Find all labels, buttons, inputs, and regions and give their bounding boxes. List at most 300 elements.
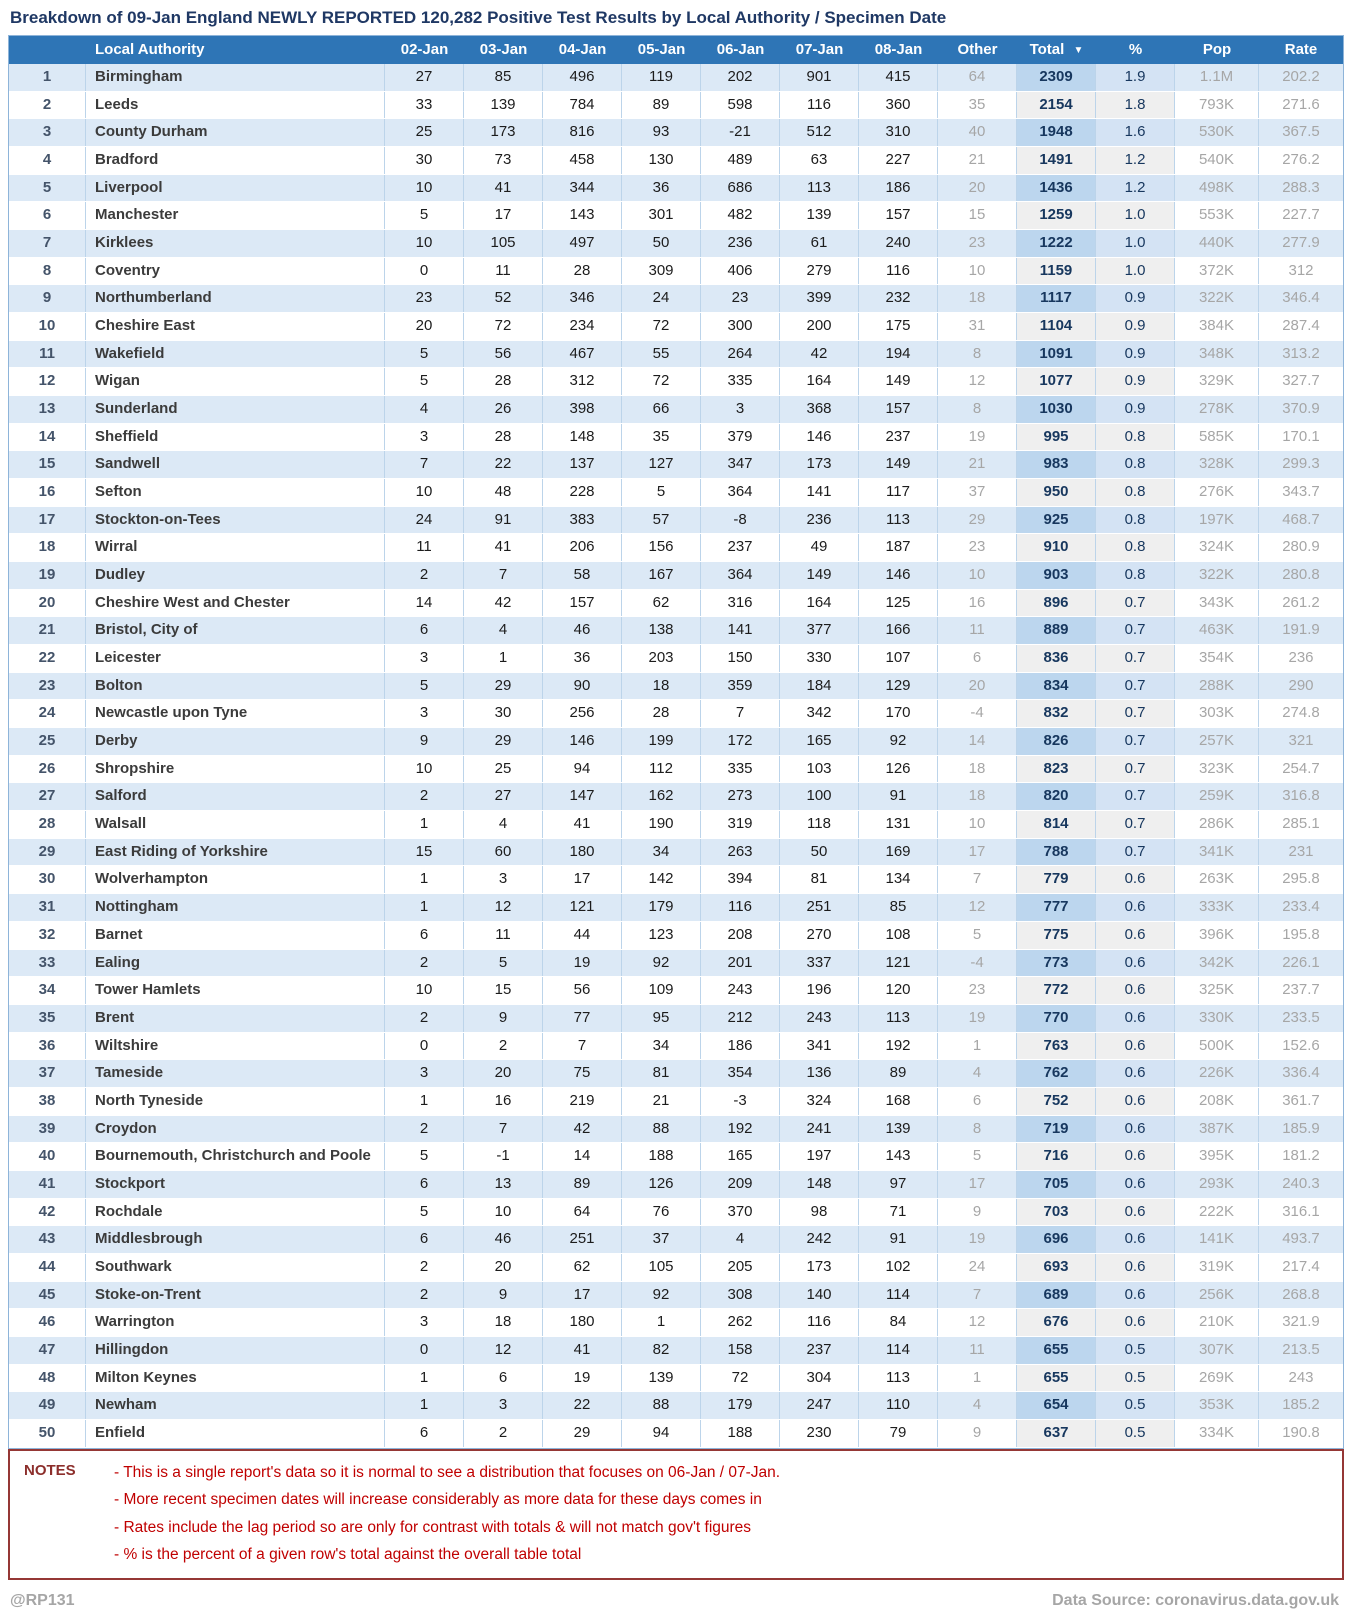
cell-day-0: 5 — [385, 202, 464, 229]
cell-local-authority: Middlesbrough — [86, 1226, 385, 1253]
cell-day-0: 6 — [385, 922, 464, 949]
cell-rate: 185.2 — [1282, 1396, 1320, 1414]
cell-other: 29 — [938, 507, 1017, 534]
table-row — [9, 258, 1343, 286]
cell-day-0: 6 — [385, 1420, 464, 1447]
cell-day-0: 5 — [385, 368, 464, 395]
cell-local-authority: Coventry — [86, 258, 385, 285]
table-row — [9, 92, 1343, 120]
cell-total: 1077 — [1017, 368, 1096, 395]
table-row — [9, 839, 1343, 867]
cell-other: 11 — [938, 617, 1017, 644]
cell-day-5: 279 — [780, 258, 859, 285]
cell-other: 14 — [938, 728, 1017, 755]
cell-day-4: 236 — [701, 230, 780, 257]
cell-other: 6 — [938, 645, 1017, 672]
cell-day-5: 164 — [780, 368, 859, 395]
cell-total: 925 — [1017, 507, 1096, 534]
cell-day-0: 2 — [385, 562, 464, 589]
cell-day-4: 212 — [701, 1005, 780, 1032]
cell-day-1: 41 — [464, 175, 543, 202]
cell-rank: 22 — [9, 645, 86, 672]
cell-day-1: 72 — [464, 313, 543, 340]
cell-day-1: 3 — [464, 866, 543, 893]
cell-total: 1222 — [1017, 230, 1096, 257]
cell-rate: 233.4 — [1282, 898, 1320, 916]
cell-day-0: 2 — [385, 1005, 464, 1032]
cell-day-5: 512 — [780, 119, 859, 146]
cell-day-0: 1 — [385, 866, 464, 893]
cell-day-6: 168 — [859, 1088, 938, 1115]
table-row — [9, 811, 1343, 839]
cell-day-2: 228 — [543, 479, 622, 506]
cell-day-2: 64 — [543, 1199, 622, 1226]
cell-rate: 213.5 — [1282, 1340, 1320, 1358]
cell-total: 716 — [1017, 1143, 1096, 1170]
cell-day-5: 113 — [780, 175, 859, 202]
cell-total: 1259 — [1017, 202, 1096, 229]
table-row — [9, 617, 1343, 645]
cell-day-0: 3 — [385, 1309, 464, 1336]
cell-rank: 13 — [9, 396, 86, 423]
cell-rate: 299.3 — [1282, 455, 1320, 473]
cell-day-4: 263 — [701, 839, 780, 866]
cell-other: 18 — [938, 285, 1017, 312]
cell-day-1: 25 — [464, 756, 543, 783]
cell-day-5: 164 — [780, 590, 859, 617]
cell-day-2: 28 — [543, 258, 622, 285]
cell-day-3: 301 — [622, 202, 701, 229]
cell-day-2: 58 — [543, 562, 622, 589]
cell-other: 18 — [938, 756, 1017, 783]
cell-total: 779 — [1017, 866, 1096, 893]
cell-day-5: 103 — [780, 756, 859, 783]
cell-pop: 257K — [1175, 728, 1259, 755]
cell-rate: 343.7 — [1282, 483, 1320, 501]
cell-day-5: 304 — [780, 1365, 859, 1392]
cell-other: 35 — [938, 92, 1017, 119]
cell-day-5: 251 — [780, 894, 859, 921]
cell-day-6: 108 — [859, 922, 938, 949]
table-row — [9, 1282, 1343, 1310]
cell-local-authority: Bradford — [86, 147, 385, 174]
cell-local-authority: Leicester — [86, 645, 385, 672]
cell-pop: 343K — [1175, 590, 1259, 617]
cell-rate: 313.2 — [1282, 344, 1320, 362]
cell-total: 1091 — [1017, 341, 1096, 368]
cell-day-4: 4 — [701, 1226, 780, 1253]
cell-pop: 263K — [1175, 866, 1259, 893]
cell-rank: 40 — [9, 1143, 86, 1170]
column-header-08-jan: 08-Jan — [874, 41, 923, 58]
table-row — [9, 1337, 1343, 1365]
cell-day-5: 173 — [780, 1254, 859, 1281]
table-row — [9, 1033, 1343, 1061]
cell-day-4: 686 — [701, 175, 780, 202]
cell-pct: 0.7 — [1096, 673, 1175, 700]
cell-rank: 34 — [9, 977, 86, 1004]
cell-day-4: 273 — [701, 783, 780, 810]
cell-pct: 0.6 — [1096, 1254, 1175, 1281]
cell-day-1: 46 — [464, 1226, 543, 1253]
cell-rank: 31 — [9, 894, 86, 921]
cell-rate: 276.2 — [1282, 151, 1320, 169]
cell-rank: 43 — [9, 1226, 86, 1253]
cell-rank: 47 — [9, 1337, 86, 1364]
cell-pct: 0.6 — [1096, 1309, 1175, 1336]
cell-rank: 24 — [9, 700, 86, 727]
cell-day-5: 149 — [780, 562, 859, 589]
cell-day-1: 11 — [464, 258, 543, 285]
cell-pop: 329K — [1175, 368, 1259, 395]
cell-day-3: 18 — [622, 673, 701, 700]
cell-day-0: 2 — [385, 950, 464, 977]
cell-total: 1117 — [1017, 285, 1096, 312]
cell-day-0: 11 — [385, 534, 464, 561]
cell-total: 950 — [1017, 479, 1096, 506]
cell-pct: 0.6 — [1096, 1005, 1175, 1032]
cell-day-3: 167 — [622, 562, 701, 589]
cell-day-5: 139 — [780, 202, 859, 229]
cell-rate: 254.7 — [1282, 759, 1320, 777]
cell-day-4: 208 — [701, 922, 780, 949]
cell-day-2: 147 — [543, 783, 622, 810]
cell-day-0: 10 — [385, 977, 464, 1004]
cell-day-1: 139 — [464, 92, 543, 119]
cell-day-3: 94 — [622, 1420, 701, 1447]
cell-day-4: 394 — [701, 866, 780, 893]
cell-local-authority: Leeds — [86, 92, 385, 119]
cell-total: 637 — [1017, 1420, 1096, 1447]
cell-total: 693 — [1017, 1254, 1096, 1281]
cell-total: 1491 — [1017, 147, 1096, 174]
cell-day-6: 89 — [859, 1060, 938, 1087]
cell-day-6: 102 — [859, 1254, 938, 1281]
cell-day-3: 190 — [622, 811, 701, 838]
cell-total: 719 — [1017, 1116, 1096, 1143]
cell-day-2: 180 — [543, 1309, 622, 1336]
cell-rate: 280.9 — [1282, 538, 1320, 556]
cell-day-3: 89 — [622, 92, 701, 119]
cell-other: 8 — [938, 1116, 1017, 1143]
cell-day-5: 61 — [780, 230, 859, 257]
table-row — [9, 590, 1343, 618]
cell-day-6: 240 — [859, 230, 938, 257]
cell-day-4: 7 — [701, 700, 780, 727]
table-row — [9, 783, 1343, 811]
cell-other: 64 — [938, 64, 1017, 91]
cell-rank: 49 — [9, 1392, 86, 1419]
cell-total: 1030 — [1017, 396, 1096, 423]
cell-day-3: 309 — [622, 258, 701, 285]
table-row — [9, 1171, 1343, 1199]
cell-day-4: 370 — [701, 1199, 780, 1226]
cell-day-6: 175 — [859, 313, 938, 340]
cell-rate: 370.9 — [1282, 400, 1320, 418]
page-title: Breakdown of 09-Jan England NEWLY REPORTED 120,282 Positive Test Results by Local Authority / Specimen Date — [10, 8, 947, 27]
table-row — [9, 341, 1343, 369]
cell-day-2: 75 — [543, 1060, 622, 1087]
cell-day-2: 14 — [543, 1143, 622, 1170]
cell-day-3: 179 — [622, 894, 701, 921]
cell-day-6: 126 — [859, 756, 938, 783]
cell-day-2: 784 — [543, 92, 622, 119]
cell-rank: 45 — [9, 1282, 86, 1309]
cell-day-4: 347 — [701, 451, 780, 478]
cell-day-4: 150 — [701, 645, 780, 672]
cell-rate: 277.9 — [1282, 234, 1320, 252]
cell-local-authority: Barnet — [86, 922, 385, 949]
cell-day-2: 56 — [543, 977, 622, 1004]
table-row — [9, 977, 1343, 1005]
table-row — [9, 1060, 1343, 1088]
cell-day-2: 36 — [543, 645, 622, 672]
cell-rate: 321 — [1288, 732, 1314, 750]
cell-pct: 0.6 — [1096, 1199, 1175, 1226]
cell-pct: 0.6 — [1096, 894, 1175, 921]
cell-day-3: 199 — [622, 728, 701, 755]
cell-day-6: 232 — [859, 285, 938, 312]
cell-day-6: 113 — [859, 1005, 938, 1032]
cell-day-5: 197 — [780, 1143, 859, 1170]
cell-day-4: 3 — [701, 396, 780, 423]
cell-day-0: 1 — [385, 1088, 464, 1115]
cell-pop: 330K — [1175, 1005, 1259, 1032]
cell-other: 15 — [938, 202, 1017, 229]
note-line: - More recent specimen dates will increase considerably as more data for these days comes in — [114, 1491, 762, 1509]
cell-pop: 540K — [1175, 147, 1259, 174]
table-row — [9, 1420, 1343, 1448]
cell-day-1: 73 — [464, 147, 543, 174]
cell-total: 826 — [1017, 728, 1096, 755]
cell-day-6: 192 — [859, 1033, 938, 1060]
cell-pct: 1.0 — [1096, 202, 1175, 229]
cell-day-3: 76 — [622, 1199, 701, 1226]
table-row — [9, 1226, 1343, 1254]
cell-day-2: 816 — [543, 119, 622, 146]
cell-day-2: 256 — [543, 700, 622, 727]
footer — [0, 1580, 1349, 1610]
cell-pct: 0.6 — [1096, 1116, 1175, 1143]
cell-pop: 222K — [1175, 1199, 1259, 1226]
cell-day-2: 251 — [543, 1226, 622, 1253]
table-row — [9, 396, 1343, 424]
cell-pop: 324K — [1175, 534, 1259, 561]
cell-pct: 0.5 — [1096, 1420, 1175, 1447]
cell-day-2: 44 — [543, 922, 622, 949]
cell-day-2: 77 — [543, 1005, 622, 1032]
cell-day-5: 243 — [780, 1005, 859, 1032]
cell-day-3: 36 — [622, 175, 701, 202]
cell-day-3: 93 — [622, 119, 701, 146]
cell-total: 705 — [1017, 1171, 1096, 1198]
cell-day-3: 92 — [622, 1282, 701, 1309]
table-row — [9, 202, 1343, 230]
cell-local-authority: Manchester — [86, 202, 385, 229]
cell-other: 21 — [938, 147, 1017, 174]
cell-day-6: 79 — [859, 1420, 938, 1447]
notes-box — [8, 1449, 1344, 1580]
cell-pop: 303K — [1175, 700, 1259, 727]
table-row — [9, 1392, 1343, 1420]
cell-local-authority: Newham — [86, 1392, 385, 1419]
cell-day-4: 141 — [701, 617, 780, 644]
cell-day-0: 15 — [385, 839, 464, 866]
cell-day-4: 72 — [701, 1365, 780, 1392]
cell-other: 20 — [938, 673, 1017, 700]
cell-pct: 0.6 — [1096, 1088, 1175, 1115]
column-header-04-jan: 04-Jan — [558, 41, 607, 58]
cell-rate: 280.8 — [1282, 566, 1320, 584]
cell-pop: 323K — [1175, 756, 1259, 783]
cell-day-5: 50 — [780, 839, 859, 866]
cell-pct: 1.9 — [1096, 64, 1175, 91]
cell-pct: 0.7 — [1096, 811, 1175, 838]
cell-day-4: 116 — [701, 894, 780, 921]
cell-day-1: 29 — [464, 673, 543, 700]
cell-local-authority: Wolverhampton — [86, 866, 385, 893]
cell-day-4: 354 — [701, 1060, 780, 1087]
cell-day-0: 6 — [385, 617, 464, 644]
cell-other: 40 — [938, 119, 1017, 146]
cell-pct: 0.9 — [1096, 285, 1175, 312]
cell-day-3: 72 — [622, 313, 701, 340]
cell-pct: 0.8 — [1096, 507, 1175, 534]
cell-pct: 1.2 — [1096, 175, 1175, 202]
cell-other: 9 — [938, 1199, 1017, 1226]
table-row — [9, 950, 1343, 978]
data-table — [8, 35, 1344, 1449]
table-row — [9, 1309, 1343, 1337]
cell-day-1: 4 — [464, 811, 543, 838]
cell-day-0: 2 — [385, 1254, 464, 1281]
cell-day-3: 50 — [622, 230, 701, 257]
cell-day-4: 379 — [701, 424, 780, 451]
cell-day-6: 97 — [859, 1171, 938, 1198]
cell-pct: 0.6 — [1096, 1171, 1175, 1198]
cell-rate: 288.3 — [1282, 178, 1320, 196]
cell-rank: 48 — [9, 1365, 86, 1392]
cell-rate: 233.5 — [1282, 1008, 1320, 1026]
cell-total: 654 — [1017, 1392, 1096, 1419]
cell-day-6: 237 — [859, 424, 938, 451]
cell-day-3: 57 — [622, 507, 701, 534]
cell-day-1: -1 — [464, 1143, 543, 1170]
cell-pct: 0.5 — [1096, 1392, 1175, 1419]
cell-day-0: 1 — [385, 894, 464, 921]
cell-local-authority: Walsall — [86, 811, 385, 838]
cell-other: 11 — [938, 1337, 1017, 1364]
cell-other: 19 — [938, 1226, 1017, 1253]
cell-day-4: 192 — [701, 1116, 780, 1143]
table-row — [9, 645, 1343, 673]
cell-day-5: 146 — [780, 424, 859, 451]
cell-day-5: 81 — [780, 866, 859, 893]
cell-day-1: 30 — [464, 700, 543, 727]
cell-pop: 500K — [1175, 1033, 1259, 1060]
cell-day-4: 158 — [701, 1337, 780, 1364]
cell-pop: 348K — [1175, 341, 1259, 368]
cell-day-5: 116 — [780, 92, 859, 119]
cell-pop: 197K — [1175, 507, 1259, 534]
cell-day-1: 60 — [464, 839, 543, 866]
table-row — [9, 1365, 1343, 1393]
cell-day-6: 113 — [859, 507, 938, 534]
cell-other: 21 — [938, 451, 1017, 478]
column-header-percent: % — [1128, 41, 1143, 58]
cell-pct: 0.7 — [1096, 756, 1175, 783]
cell-day-4: 319 — [701, 811, 780, 838]
cell-day-5: 230 — [780, 1420, 859, 1447]
cell-day-2: 180 — [543, 839, 622, 866]
cell-day-0: 5 — [385, 341, 464, 368]
cell-day-4: 489 — [701, 147, 780, 174]
cell-rank: 17 — [9, 507, 86, 534]
cell-day-0: 24 — [385, 507, 464, 534]
cell-day-5: 140 — [780, 1282, 859, 1309]
cell-day-4: 205 — [701, 1254, 780, 1281]
cell-day-6: 166 — [859, 617, 938, 644]
cell-day-4: 406 — [701, 258, 780, 285]
cell-day-0: 5 — [385, 1143, 464, 1170]
cell-local-authority: East Riding of Yorkshire — [86, 839, 385, 866]
table-row — [9, 451, 1343, 479]
cell-day-4: 335 — [701, 756, 780, 783]
cell-rate: 185.9 — [1282, 1119, 1320, 1137]
cell-day-5: 368 — [780, 396, 859, 423]
cell-total: 703 — [1017, 1199, 1096, 1226]
cell-pct: 0.6 — [1096, 866, 1175, 893]
cell-day-6: 186 — [859, 175, 938, 202]
cell-day-2: 219 — [543, 1088, 622, 1115]
cell-day-2: 17 — [543, 866, 622, 893]
table-row — [9, 866, 1343, 894]
cell-total: 770 — [1017, 1005, 1096, 1032]
cell-day-1: 20 — [464, 1254, 543, 1281]
cell-local-authority: Sunderland — [86, 396, 385, 423]
cell-pct: 0.6 — [1096, 977, 1175, 1004]
cell-day-5: 236 — [780, 507, 859, 534]
cell-total: 676 — [1017, 1309, 1096, 1336]
cell-day-5: 242 — [780, 1226, 859, 1253]
cell-total: 655 — [1017, 1337, 1096, 1364]
cell-day-6: 187 — [859, 534, 938, 561]
cell-local-authority: Tower Hamlets — [86, 977, 385, 1004]
table-row — [9, 756, 1343, 784]
cell-pop: 141K — [1175, 1226, 1259, 1253]
cell-rate: 237.7 — [1282, 981, 1320, 999]
cell-day-1: 7 — [464, 562, 543, 589]
author-handle: @RP131 — [10, 1591, 75, 1609]
cell-rate: 268.8 — [1282, 1285, 1320, 1303]
cell-day-0: 10 — [385, 230, 464, 257]
cell-day-5: 98 — [780, 1199, 859, 1226]
cell-rate: 191.9 — [1282, 621, 1320, 639]
cell-pct: 0.6 — [1096, 950, 1175, 977]
cell-rank: 18 — [9, 534, 86, 561]
note-line: - This is a single report's data so it is normal to see a distribution that focuses on 06-Jan / 07-Jan. — [114, 1463, 781, 1481]
cell-day-4: 316 — [701, 590, 780, 617]
cell-local-authority: Hillingdon — [86, 1337, 385, 1364]
cell-day-0: 14 — [385, 590, 464, 617]
cell-other: 17 — [938, 1171, 1017, 1198]
cell-other: 19 — [938, 424, 1017, 451]
cell-day-6: 310 — [859, 119, 938, 146]
cell-pct: 0.8 — [1096, 424, 1175, 451]
cell-local-authority: Warrington — [86, 1309, 385, 1336]
cell-local-authority: Stockton-on-Tees — [86, 507, 385, 534]
column-header-total[interactable] — [1017, 36, 1096, 64]
